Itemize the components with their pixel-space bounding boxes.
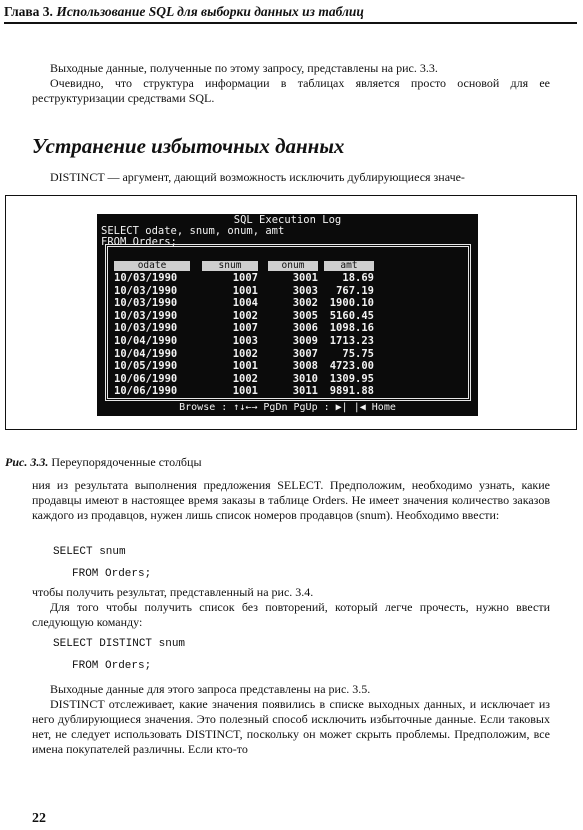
intro-paragraph-1: Выходные данные, полученные по этому запросу, представлены на рис. 3.3. [50, 61, 438, 75]
table-cell-odate: 10/03/1990 [114, 309, 178, 322]
table-cell-onum: 3006 [292, 322, 318, 335]
table-cell-onum: 3001 [292, 272, 318, 284]
chapter-title: Использование SQL для выборки данных из таблиц [56, 4, 364, 19]
table-cell-amt: 1309.95 [329, 372, 374, 385]
body-paragraph-3: Для того чтобы получить список без повторений, который легче прочесть, нужно ввести следующую команду: [32, 600, 550, 629]
results-table[interactable] [105, 244, 471, 401]
table-cell-amt: 18.69 [342, 272, 374, 284]
status-bar: Browse : ↑↓←→ PgDn PgUp : ▶| |◀ Home [179, 402, 396, 413]
table-cell-snum: 1001 [232, 284, 258, 297]
table-cell-onum: 3007 [292, 347, 318, 360]
intro-paragraph-2: Очевидно, что структура информации в таблицах является просто основой для ее реструктуризации средствами SQL. [32, 76, 550, 105]
table-cell-amt: 1900.10 [329, 297, 374, 310]
table-cell-amt: 5160.45 [329, 309, 374, 322]
table-cell-snum: 1007 [232, 272, 258, 284]
code-line-from-orders-2: FROM Orders; [72, 660, 152, 672]
table-cell-onum: 3008 [292, 360, 318, 373]
table-cell-amt: 1098.16 [329, 322, 374, 335]
table-cell-snum: 1003 [232, 335, 258, 347]
table-cell-onum: 3011 [292, 385, 318, 398]
table-cell-onum: 3009 [292, 335, 318, 347]
table-cell-amt: 1713.23 [329, 335, 374, 347]
table-cell-onum: 3002 [292, 297, 318, 310]
section-paragraph: DISTINCT — аргумент, дающий возможность исключить дублирующиеся значе- [50, 170, 465, 184]
figure-caption [5, 455, 202, 470]
table-cell-snum: 1002 [232, 347, 258, 360]
query-line-2: FROM Orders; [101, 236, 177, 248]
table-cell-onum: 3003 [292, 284, 318, 297]
table-cell-odate: 10/06/1990 [114, 372, 178, 385]
sql-execution-log-screen [97, 214, 478, 416]
query-line-1: SELECT odate, snum, onum, amt [101, 225, 285, 237]
table-cell-odate: 10/03/1990 [114, 284, 178, 297]
body-paragraph-4: Выходные данные для этого запроса представлены на рис. 3.5. [50, 682, 371, 696]
body-paragraph-1: ния из результата выполнения предложения SELECT. Предположим, необходимо узнать, какие продавцы имеют в настоящее время заказы в таблице Orders. Не имеет значения количество заказов каждого из продавцов, нужен лишь список номеров продавцов (snum). Необходимо ввести: [32, 478, 550, 522]
column-header-amt: amt [324, 261, 374, 271]
window-title: SQL Execution Log [233, 214, 342, 226]
running-header [4, 2, 577, 24]
figure-caption-text: Переупорядоченные столбцы [51, 455, 202, 469]
table-cell-snum: 1001 [232, 360, 258, 373]
table-cell-snum: 1007 [232, 322, 258, 335]
page-number: 22 [32, 811, 46, 826]
table-cell-amt: 75.75 [342, 347, 374, 360]
column-header-odate: odate [114, 261, 190, 271]
table-cell-odate: 10/06/1990 [114, 385, 178, 398]
table-cell-odate: 10/03/1990 [114, 297, 178, 310]
table-cell-snum: 1004 [232, 297, 258, 310]
table-cell-snum: 1002 [232, 372, 258, 385]
table-cell-amt: 9891.88 [329, 385, 374, 398]
table-cell-onum: 3005 [292, 309, 318, 322]
table-cell-snum: 1002 [232, 309, 258, 322]
code-line-select-distinct: SELECT DISTINCT snum [53, 638, 186, 650]
table-cell-onum: 3010 [292, 372, 318, 385]
table-cell-amt: 767.19 [336, 284, 374, 297]
code-line-from-orders-1: FROM Orders; [72, 568, 152, 580]
chapter-label: Глава 3. [4, 4, 53, 19]
table-cell-snum: 1001 [232, 385, 258, 398]
table-cell-odate: 10/05/1990 [114, 360, 178, 373]
section-title: Устранение избыточных данных [32, 134, 345, 158]
table-cell-odate: 10/04/1990 [114, 347, 178, 360]
body-paragraph-2: чтобы получить результат, представленный на рис. 3.4. [32, 585, 314, 599]
table-cell-odate: 10/03/1990 [114, 272, 178, 284]
table-cell-odate: 10/03/1990 [114, 322, 178, 335]
column-header-snum: snum [202, 261, 258, 271]
code-line-select-snum: SELECT snum [53, 546, 126, 558]
table-cell-amt: 4723.00 [329, 360, 374, 373]
figure-label: Рис. 3.3. [5, 455, 49, 469]
body-paragraph-5: DISTINCT отслеживает, какие значения появились в списке выходных данных, и исключает из него дублирующиеся значения. Это полезный способ исключить избыточные данные. Если таковых нет, не следует использовать DISTINCT, поскольку он может скрыть проблемы. Предположим, все имена покупателей различны. Если кто-то [32, 697, 550, 756]
table-cell-odate: 10/04/1990 [114, 335, 178, 347]
column-header-onum: onum [268, 261, 318, 271]
